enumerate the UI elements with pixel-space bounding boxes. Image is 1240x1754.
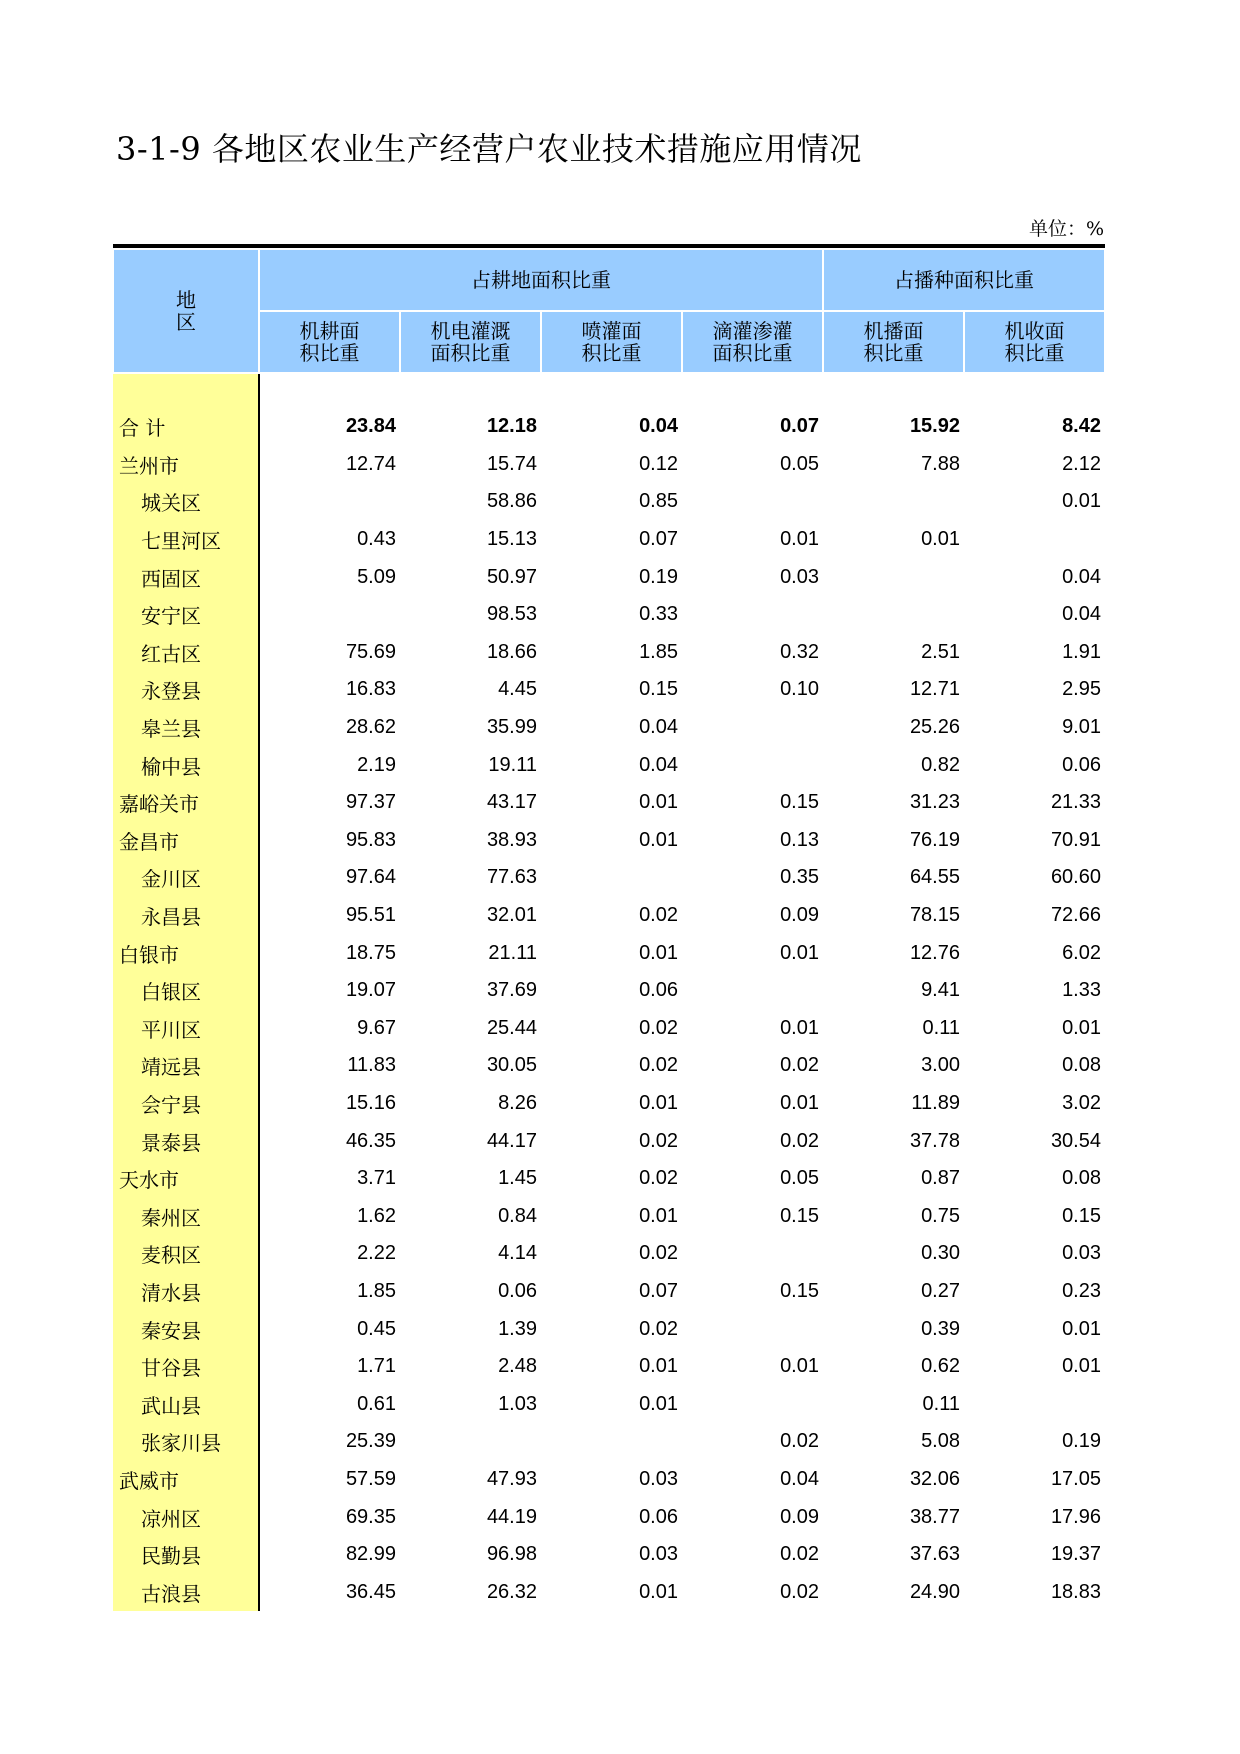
value-cell: 0.01 [639,791,678,814]
value-cell: 37.63 [909,1543,960,1566]
value-cell: 0.01 [1062,1016,1101,1039]
value-cell: 72.66 [1050,904,1101,927]
value-cell: 97.37 [345,791,396,814]
value-cell: 0.15 [1062,1204,1101,1227]
region-name-cell: 城关区 [113,483,259,521]
value-cell: 0.02 [780,1430,819,1453]
table-row [113,784,1105,822]
value-cell: 21.11 [488,941,537,964]
value-cell: 0.01 [1062,1355,1101,1378]
header-col-drip: 滴灌渗灌 面积比重 [682,311,823,373]
value-cell: 0.01 [1062,490,1101,513]
table-row [113,1348,1105,1386]
value-cell: 3.71 [357,1167,396,1190]
region-name-cell: 兰州市 [113,446,259,484]
value-cell: 0.33 [639,603,678,626]
value-cell: 0.01 [780,528,819,551]
value-cell: 4.45 [498,678,537,701]
value-cell [682,972,823,1010]
value-cell: 15.74 [486,452,537,475]
value-cell: 0.01 [639,941,678,964]
value-cell: 0.06 [498,1279,537,1302]
value-cell: 15.16 [345,1091,396,1114]
table-row [113,1122,1105,1160]
value-cell: 18.75 [345,941,396,964]
value-cell: 0.75 [921,1204,960,1227]
value-cell [682,596,823,634]
value-cell: 25.44 [486,1016,537,1039]
table-header [113,246,1105,374]
value-cell: 0.02 [639,904,678,927]
table-row [113,558,1105,596]
table-row [113,1273,1105,1311]
value-cell: 64.55 [909,866,960,889]
table-row [113,446,1105,484]
value-cell: 15.13 [486,528,537,551]
value-cell [259,596,400,634]
value-cell [259,483,400,521]
value-cell: 75.69 [345,640,396,663]
value-cell: 0.04 [780,1467,819,1490]
value-cell: 0.02 [639,1167,678,1190]
value-cell: 4.14 [498,1242,537,1265]
region-name-cell: 清水县 [113,1273,259,1311]
value-cell: 2.12 [1062,452,1101,475]
table-row [113,1047,1105,1085]
value-cell: 0.02 [639,1242,678,1265]
value-cell: 0.12 [639,452,678,475]
value-cell: 32.01 [486,904,537,927]
value-cell: 31.23 [909,791,960,814]
region-name-cell: 古浪县 [113,1573,259,1611]
value-cell: 44.19 [486,1505,537,1528]
table-row [113,521,1105,559]
value-cell: 1.85 [639,640,678,663]
value-cell: 12.76 [909,941,960,964]
value-cell: 0.07 [639,1279,678,1302]
header-col-electric-irrigation: 机电灌溉 面积比重 [400,311,541,373]
value-cell: 19.11 [488,753,537,776]
value-cell: 0.01 [639,828,678,851]
value-cell: 77.63 [486,866,537,889]
value-cell: 18.83 [1050,1580,1101,1603]
value-cell: 0.19 [1062,1430,1101,1453]
value-cell: 1.91 [1062,640,1101,663]
region-name-cell: 金昌市 [113,822,259,860]
value-cell: 44.17 [486,1129,537,1152]
value-cell: 60.60 [1050,866,1101,889]
value-cell: 97.64 [345,866,396,889]
value-cell: 9.01 [1062,716,1101,739]
value-cell: 0.03 [639,1543,678,1566]
value-cell: 1.62 [357,1204,396,1227]
table-row [113,1310,1105,1348]
region-name-cell: 景泰县 [113,1122,259,1160]
value-cell: 57.59 [345,1467,396,1490]
value-cell: 1.33 [1062,979,1101,1002]
value-cell: 0.15 [780,791,819,814]
value-cell: 0.11 [922,1016,960,1039]
region-name-cell: 西固区 [113,558,259,596]
value-cell: 0.02 [780,1054,819,1077]
value-cell: 0.02 [780,1580,819,1603]
table-row [113,746,1105,784]
value-cell [823,596,964,634]
value-cell: 19.37 [1050,1543,1101,1566]
value-cell: 3.02 [1062,1091,1101,1114]
value-cell: 32.06 [909,1467,960,1490]
value-cell: 5.08 [921,1430,960,1453]
region-name-cell: 民勤县 [113,1536,259,1574]
value-cell: 0.02 [639,1129,678,1152]
region-name-cell: 秦安县 [113,1310,259,1348]
value-cell: 0.02 [639,1317,678,1340]
region-name-cell: 秦州区 [113,1197,259,1235]
value-cell: 0.01 [639,1392,678,1415]
value-cell: 43.17 [486,791,537,814]
region-name-cell: 永昌县 [113,897,259,935]
region-name-cell: 白银市 [113,934,259,972]
region-name-cell: 天水市 [113,1160,259,1198]
spacer-row [113,374,1105,408]
value-cell: 12.71 [909,678,960,701]
region-name-cell: 榆中县 [113,746,259,784]
value-cell [541,859,682,897]
table-row [113,1461,1105,1499]
table-row [113,1010,1105,1048]
value-cell: 0.43 [357,528,396,551]
value-cell: 35.99 [486,716,537,739]
value-cell: 12.18 [486,415,537,438]
table-row [113,634,1105,672]
value-cell: 76.19 [909,828,960,851]
value-cell [682,746,823,784]
region-name-cell: 靖远县 [113,1047,259,1085]
value-cell: 0.08 [1062,1054,1101,1077]
table-row [113,1498,1105,1536]
value-cell: 0.82 [921,753,960,776]
value-cell: 1.71 [357,1355,396,1378]
value-cell: 0.01 [639,1091,678,1114]
value-cell: 23.84 [345,415,396,438]
value-cell: 0.23 [1062,1279,1101,1302]
value-cell: 1.85 [357,1279,396,1302]
value-cell: 0.62 [921,1355,960,1378]
value-cell: 0.15 [639,678,678,701]
value-cell: 0.05 [780,1167,819,1190]
value-cell: 28.62 [345,716,396,739]
table-row [113,671,1105,709]
region-name-cell: 凉州区 [113,1498,259,1536]
value-cell: 0.01 [639,1355,678,1378]
value-cell: 0.04 [639,753,678,776]
table-row [113,1197,1105,1235]
region-name-cell: 嘉峪关市 [113,784,259,822]
value-cell: 7.88 [921,452,960,475]
value-cell [823,558,964,596]
region-name-cell: 麦积区 [113,1235,259,1273]
value-cell: 0.01 [921,528,960,551]
table-row [113,859,1105,897]
value-cell: 0.07 [639,528,678,551]
table-body [113,374,1105,1611]
value-cell: 0.13 [780,828,819,851]
value-cell: 0.01 [780,941,819,964]
value-cell: 9.67 [357,1016,396,1039]
value-cell: 17.96 [1050,1505,1101,1528]
value-cell: 11.89 [911,1091,960,1114]
header-col-sprinkler: 喷灌面 积比重 [541,311,682,373]
unit-label: 单位：% [1028,218,1104,240]
value-cell: 0.87 [921,1167,960,1190]
table-row [113,822,1105,860]
data-table-container [112,244,1104,1611]
value-cell [682,709,823,747]
value-cell: 82.99 [345,1543,396,1566]
value-cell: 30.54 [1050,1129,1101,1152]
region-name-cell: 永登县 [113,671,259,709]
value-cell: 0.30 [921,1242,960,1265]
region-name-cell: 平川区 [113,1010,259,1048]
value-cell: 25.26 [909,716,960,739]
region-name-cell: 武威市 [113,1461,259,1499]
region-name-cell: 甘谷县 [113,1348,259,1386]
value-cell: 0.09 [780,1505,819,1528]
value-cell: 70.91 [1050,828,1101,851]
region-name-cell: 金川区 [113,859,259,897]
value-cell [964,1385,1105,1423]
value-cell: 0.19 [639,565,678,588]
value-cell: 0.15 [780,1204,819,1227]
value-cell: 3.00 [921,1054,960,1077]
value-cell: 47.93 [486,1467,537,1490]
value-cell: 11.83 [347,1054,396,1077]
value-cell: 0.03 [639,1467,678,1490]
value-cell: 8.26 [498,1091,537,1114]
value-cell [682,1235,823,1273]
value-cell: 0.15 [780,1279,819,1302]
value-cell [682,483,823,521]
table-row [113,596,1105,634]
value-cell [682,1310,823,1348]
value-cell: 1.03 [498,1392,537,1415]
header-col-machine-plough: 机耕面 积比重 [259,311,400,373]
value-cell: 2.22 [357,1242,396,1265]
value-cell: 0.01 [1062,1317,1101,1340]
value-cell: 0.02 [639,1054,678,1077]
value-cell: 96.98 [486,1543,537,1566]
value-cell: 0.01 [780,1091,819,1114]
value-cell: 0.32 [780,640,819,663]
value-cell: 0.03 [1062,1242,1101,1265]
value-cell: 38.77 [909,1505,960,1528]
value-cell: 0.27 [921,1279,960,1302]
value-cell [682,1385,823,1423]
value-cell: 5.09 [357,565,396,588]
region-name-cell: 张家川县 [113,1423,259,1461]
value-cell: 0.02 [780,1543,819,1566]
value-cell: 0.01 [780,1355,819,1378]
value-cell: 0.07 [780,415,819,438]
header-col-machine-harvest: 机收面 积比重 [964,311,1105,373]
value-cell: 1.45 [498,1167,537,1190]
data-table [112,244,1106,1611]
value-cell: 0.84 [498,1204,537,1227]
value-cell: 0.01 [639,1580,678,1603]
value-cell: 0.06 [1062,753,1101,776]
value-cell: 0.03 [780,565,819,588]
value-cell: 26.32 [486,1580,537,1603]
table-row [113,709,1105,747]
value-cell: 16.83 [345,678,396,701]
page-title: 3-1-9 各地区农业生产经营户农业技术措施应用情况 [116,130,862,168]
value-cell: 2.48 [498,1355,537,1378]
value-cell: 30.05 [486,1054,537,1077]
value-cell: 2.51 [921,640,960,663]
table-row [113,408,1105,446]
value-cell: 9.41 [921,979,960,1002]
value-cell: 0.61 [357,1392,396,1415]
value-cell: 0.45 [357,1317,396,1340]
table-row [113,934,1105,972]
value-cell: 24.90 [909,1580,960,1603]
header-region: 地 区 [113,249,259,373]
value-cell [823,483,964,521]
value-cell: 2.19 [357,753,396,776]
value-cell: 0.02 [780,1129,819,1152]
value-cell: 0.04 [639,716,678,739]
region-name-cell: 合 计 [113,408,259,446]
value-cell: 0.09 [780,904,819,927]
value-cell: 1.39 [498,1317,537,1340]
header-group-cultivated: 占耕地面积比重 [259,249,823,311]
value-cell: 0.04 [639,415,678,438]
table-row [113,1536,1105,1574]
value-cell: 0.85 [639,490,678,513]
header-group-sown: 占播种面积比重 [823,249,1105,311]
value-cell: 2.95 [1062,678,1101,701]
value-cell: 12.74 [345,452,396,475]
value-cell: 25.39 [345,1430,396,1453]
value-cell: 50.97 [486,565,537,588]
header-col-machine-sow: 机播面 积比重 [823,311,964,373]
value-cell: 46.35 [345,1129,396,1152]
value-cell: 0.08 [1062,1167,1101,1190]
value-cell: 17.05 [1050,1467,1101,1490]
value-cell: 0.06 [639,979,678,1002]
region-name-cell: 白银区 [113,972,259,1010]
value-cell: 0.39 [921,1317,960,1340]
value-cell: 18.66 [486,640,537,663]
value-cell: 37.78 [909,1129,960,1152]
region-name-cell: 红古区 [113,634,259,672]
value-cell: 0.04 [1062,565,1101,588]
table-row [113,1385,1105,1423]
value-cell: 0.05 [780,452,819,475]
region-name-cell: 安宁区 [113,596,259,634]
table-row [113,1423,1105,1461]
value-cell [400,1423,541,1461]
value-cell: 0.11 [922,1392,960,1415]
value-cell: 78.15 [909,904,960,927]
value-cell [964,521,1105,559]
value-cell: 95.51 [345,904,396,927]
table-row [113,1235,1105,1273]
value-cell: 0.01 [639,1204,678,1227]
table-row [113,483,1105,521]
value-cell: 0.02 [639,1016,678,1039]
table-row [113,1573,1105,1611]
value-cell: 69.35 [345,1505,396,1528]
value-cell: 58.86 [486,490,537,513]
region-name-cell: 皋兰县 [113,709,259,747]
region-name-cell: 会宁县 [113,1085,259,1123]
value-cell: 0.01 [780,1016,819,1039]
value-cell: 98.53 [486,603,537,626]
value-cell: 0.35 [780,866,819,889]
value-cell: 38.93 [486,828,537,851]
table-row [113,897,1105,935]
value-cell: 21.33 [1050,791,1101,814]
table-row [113,1160,1105,1198]
value-cell: 37.69 [486,979,537,1002]
region-name-cell: 武山县 [113,1385,259,1423]
value-cell: 0.04 [1062,603,1101,626]
value-cell: 95.83 [345,828,396,851]
value-cell [541,1423,682,1461]
value-cell: 0.06 [639,1505,678,1528]
table-row [113,1085,1105,1123]
value-cell: 19.07 [345,979,396,1002]
table-row [113,972,1105,1010]
value-cell: 0.10 [780,678,819,701]
region-name-cell: 七里河区 [113,521,259,559]
value-cell: 8.42 [1062,415,1101,438]
value-cell: 6.02 [1062,941,1101,964]
value-cell: 15.92 [909,415,960,438]
value-cell: 36.45 [345,1580,396,1603]
